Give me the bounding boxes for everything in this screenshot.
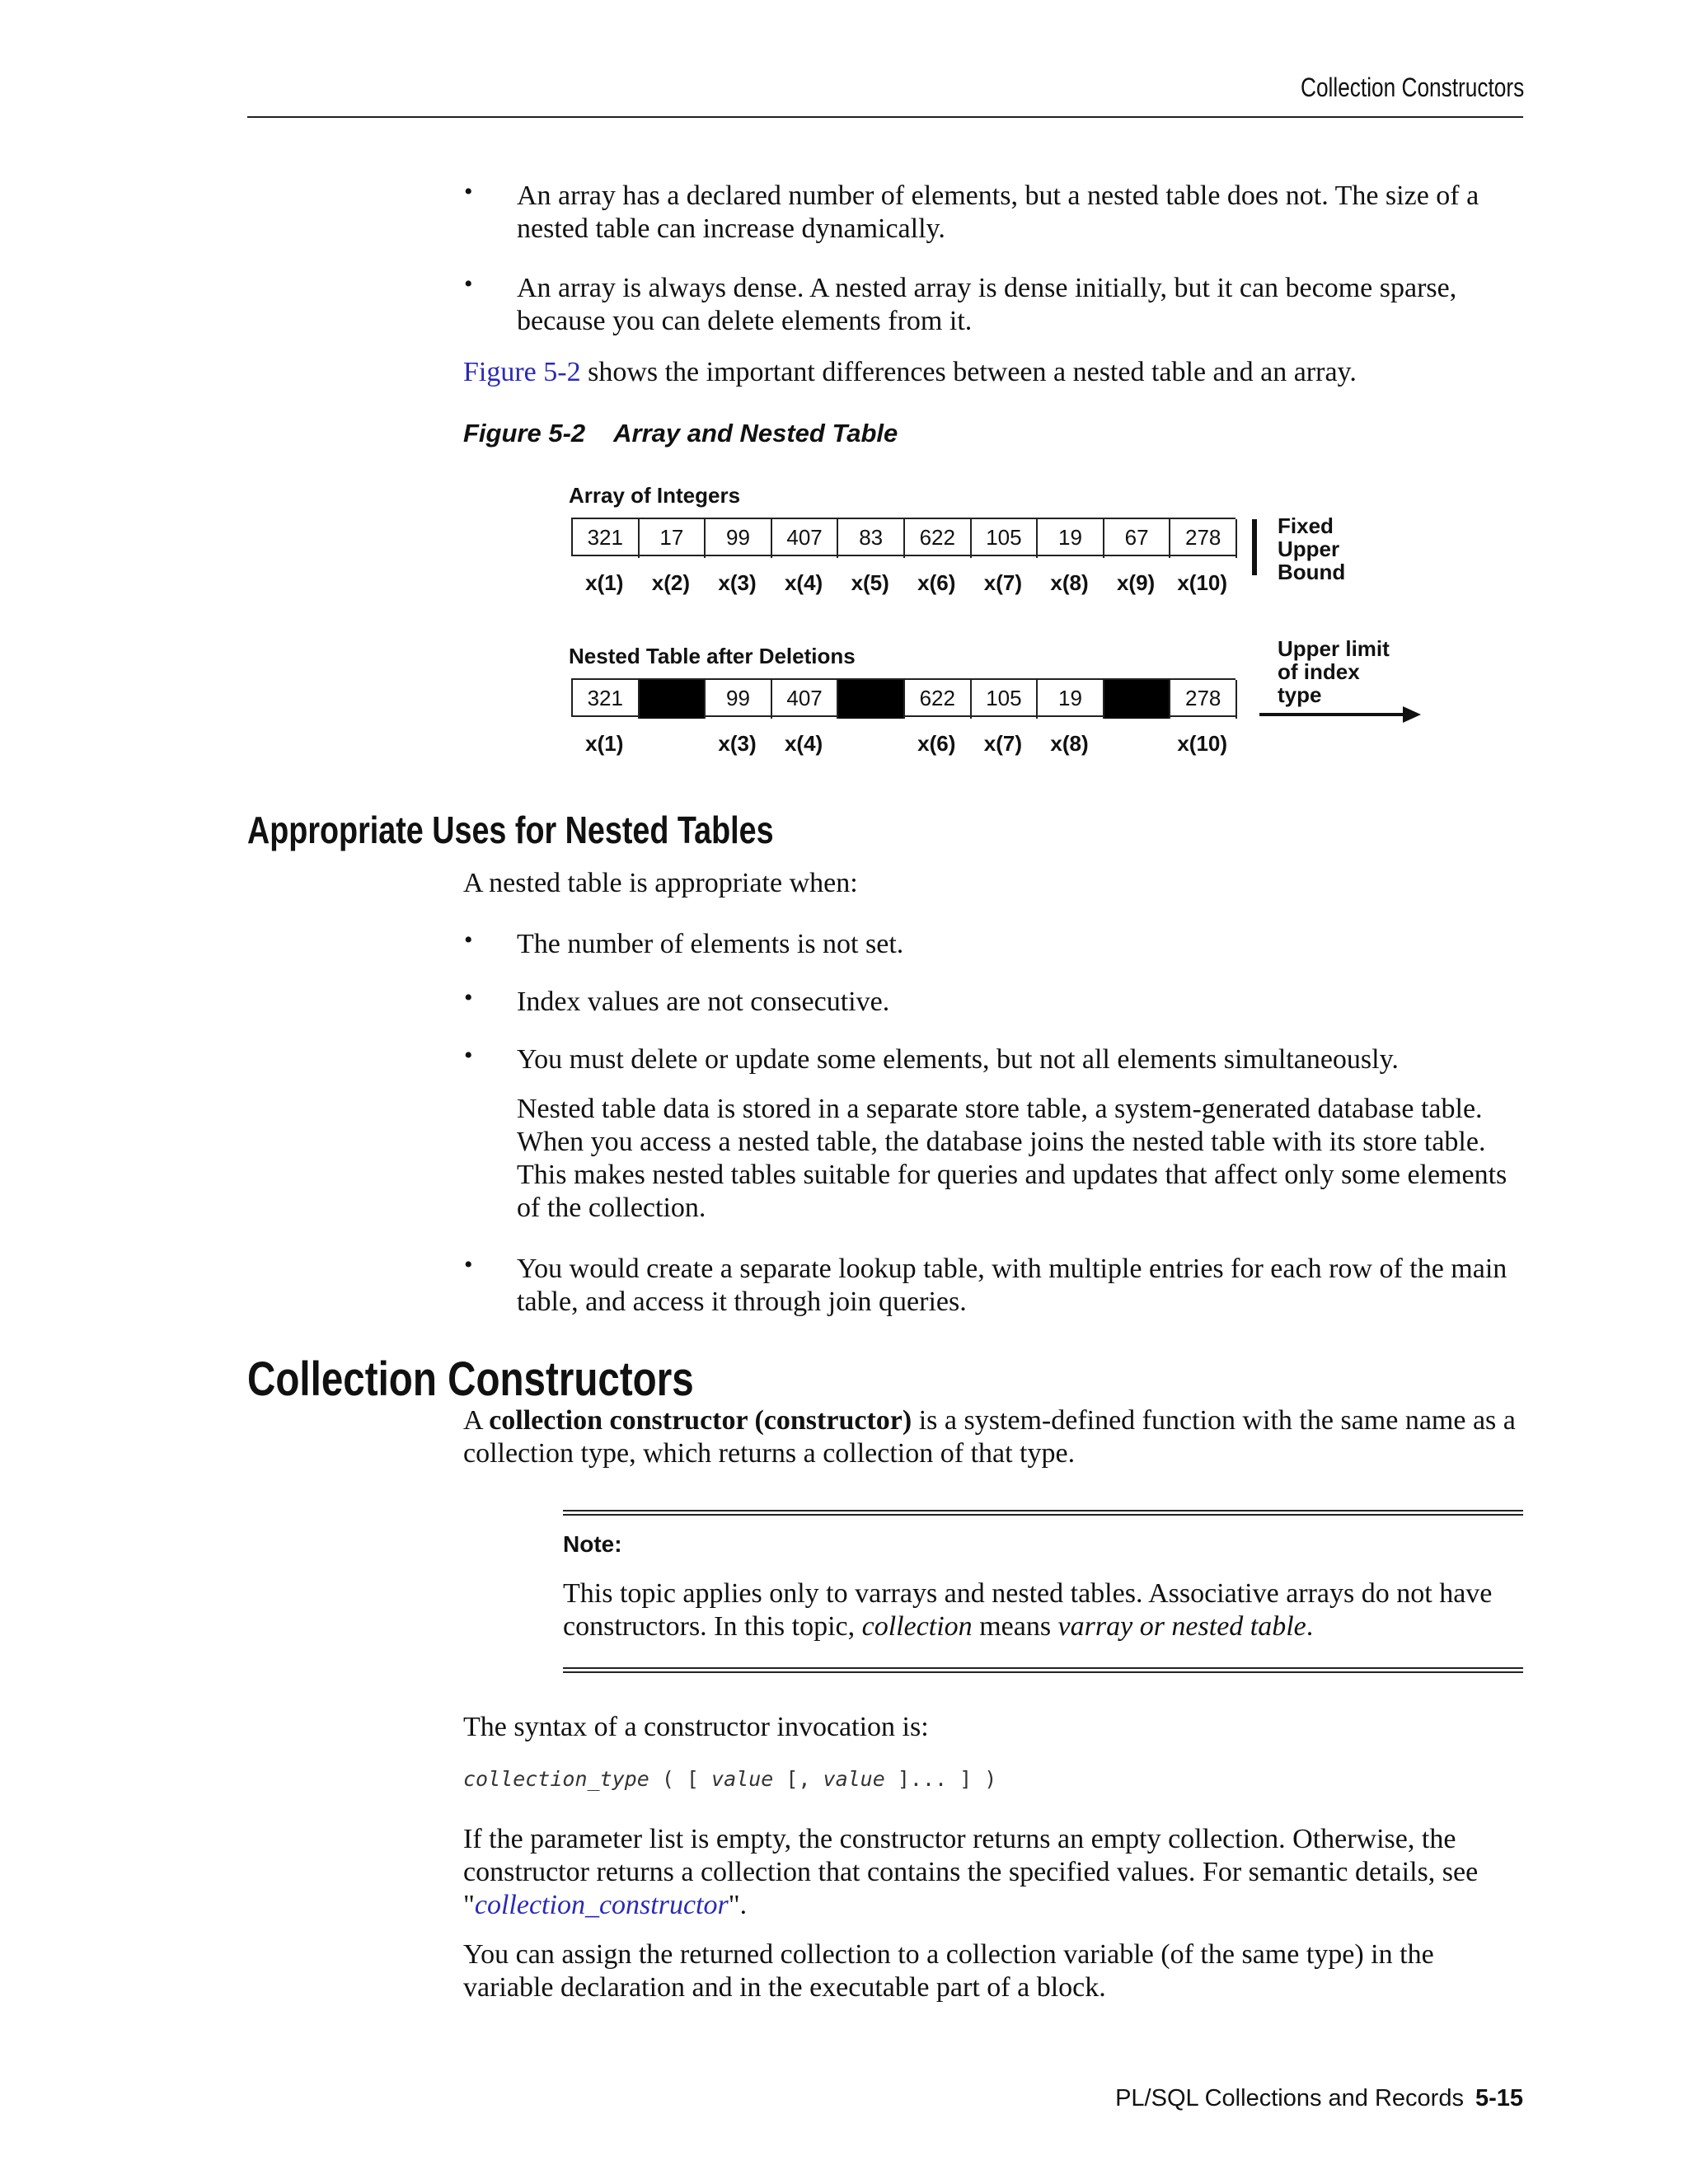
upper-limit-line: type: [1278, 682, 1322, 707]
index-label: x(3): [718, 570, 757, 595]
value-cell: 67: [1104, 519, 1171, 558]
value-cell: 622: [905, 680, 972, 719]
note-text: [563, 1577, 1523, 1643]
uses-intro: A nested table is appropriate when:: [463, 868, 858, 898]
intro-bullet-1: An array has a declared number of elements, but a nested table does not. The size of a nested table can increase dynamically.: [517, 180, 1479, 244]
page-footer: [1115, 2085, 1523, 2112]
index-label: x(8): [1050, 731, 1089, 756]
right-arrow-icon: [1258, 705, 1423, 724]
deleted-cell: [1104, 680, 1171, 719]
value-cell: 99: [706, 519, 772, 558]
def-text-b: is a system-defined function with the same name as a collection type, which returns a collection of that type.: [463, 1405, 1516, 1469]
value-cell: 17: [640, 519, 706, 558]
def-text-a: A: [463, 1405, 490, 1436]
upper-limit-line: of index: [1278, 659, 1360, 684]
note-italic-1: collection: [861, 1611, 973, 1642]
fixed-label-line: Upper: [1278, 537, 1340, 561]
value-cell: 105: [972, 680, 1039, 719]
bullet-icon: •: [464, 1042, 473, 1069]
footer-page-number: 5-15: [1475, 2085, 1523, 2111]
empty-list-paragraph: [463, 1823, 1526, 1922]
bullet-icon: •: [464, 270, 473, 298]
collection-constructor-link[interactable]: collection_constructor: [474, 1890, 729, 1920]
p3-text-a: If the parameter list is empty, the constructor returns an empty collection. Otherwise, the constructor returns a collection that contains the specified values. For semantic details, see ": [463, 1824, 1479, 1920]
figure-caption-title: Array and Nested Table: [613, 419, 898, 448]
value-cell: 105: [972, 519, 1039, 558]
note-top-rule: [563, 1510, 1523, 1516]
nested-table-label: Nested Table after Deletions: [569, 644, 856, 668]
note-text-a: This topic applies only to varrays and nested tables. Associative arrays do not have constructors. In this topic,: [563, 1578, 1493, 1642]
value-cell: 321: [573, 680, 640, 719]
index-label: x(7): [983, 570, 1023, 595]
value-cell: 407: [772, 680, 839, 719]
constructor-definition: [463, 1404, 1526, 1470]
uses-bullet-2: Index values are not consecutive.: [517, 987, 890, 1017]
syntax-intro: The syntax of a constructor invocation is:: [463, 1712, 929, 1742]
index-label: x(10): [1177, 731, 1228, 756]
bullet-icon: •: [464, 926, 473, 954]
note-text-b: means: [972, 1611, 1058, 1642]
note-text-c: .: [1306, 1611, 1314, 1642]
index-label: x(1): [585, 570, 624, 595]
value-cell: 19: [1038, 519, 1104, 558]
running-header: Collection Constructors: [1301, 73, 1525, 102]
code-punct: [,: [773, 1767, 823, 1791]
fixed-label-line: Bound: [1278, 560, 1346, 584]
deleted-cell: [640, 680, 706, 719]
header-rule: [247, 116, 1523, 118]
code-collection-type: collection_type: [463, 1767, 649, 1791]
uses-bullet-1: The number of elements is not set.: [517, 929, 904, 959]
intro-bullet-2: An array is always dense. A nested array is dense initially, but it can become sparse, because you can delete elements from it.: [517, 273, 1457, 336]
value-cell: 19: [1038, 680, 1104, 719]
value-cell: 321: [573, 519, 640, 558]
nested-table-row: [571, 678, 1236, 717]
figure-caption: [463, 419, 898, 448]
code-value: value: [823, 1767, 885, 1791]
index-label: x(9): [1116, 570, 1156, 595]
section-heading-collection-constructors: Collection Constructors: [247, 1352, 694, 1406]
def-term: collection constructor (constructor): [489, 1405, 912, 1436]
index-label: x(6): [917, 570, 956, 595]
deleted-cell: [838, 680, 905, 719]
index-label: x(5): [851, 570, 889, 595]
uses-bullet-3: You must delete or update some elements, but not all elements simultaneously.: [517, 1044, 1399, 1075]
note-italic-2: varray or nested table: [1057, 1611, 1306, 1642]
value-cell: 99: [706, 680, 772, 719]
figure-ref-text: shows the important differences between a nested table and an array.: [580, 357, 1357, 387]
assign-paragraph: You can assign the returned collection to a collection variable (of the same type) in the variable declaration and in the executable part of a block.: [463, 1939, 1434, 2003]
value-cell: 278: [1170, 519, 1237, 558]
footer-title: PL/SQL Collections and Records: [1115, 2085, 1464, 2111]
fixed-bound-bar: [1252, 519, 1257, 575]
bullet-icon: •: [464, 1251, 473, 1278]
uses-bullet-4: You would create a separate lookup table, with multiple entries for each row of the main table, and access it through join queries.: [517, 1254, 1507, 1317]
bullet-icon: •: [464, 178, 473, 205]
code-value: value: [711, 1767, 774, 1791]
index-label: x(4): [784, 731, 823, 756]
uses-bullet-3-detail: Nested table data is stored in a separate store table, a system-generated database table. When you access a nested table, the database joins the nested table with its store table. This makes nested tables suitable for queries and updates that affect only some elements of the collection.: [517, 1094, 1507, 1223]
p3-text-b: ".: [728, 1890, 748, 1920]
index-label: x(3): [718, 731, 757, 756]
code-punct: ( [: [649, 1767, 712, 1791]
index-label: x(6): [917, 731, 956, 756]
note-label: Note:: [563, 1531, 622, 1557]
upper-limit-line: Upper limit: [1278, 636, 1390, 661]
index-label: x(10): [1177, 570, 1228, 595]
fixed-label-line: Fixed: [1278, 513, 1334, 538]
array-label: Array of Integers: [569, 483, 741, 508]
index-label: x(7): [983, 731, 1023, 756]
syntax-code: [463, 1767, 996, 1791]
code-punct: ]... ] ): [884, 1767, 997, 1791]
bullet-icon: •: [464, 984, 473, 1011]
value-cell: 407: [772, 519, 839, 558]
index-label: x(8): [1050, 570, 1089, 595]
upper-limit-label: [1278, 637, 1390, 706]
note-bottom-rule: [563, 1667, 1523, 1673]
figure-5-2-link[interactable]: Figure 5-2: [463, 357, 581, 387]
index-label: x(2): [651, 570, 691, 595]
index-label: x(4): [784, 570, 823, 595]
figure-caption-number: Figure 5-2: [463, 419, 586, 448]
array-row: [571, 518, 1236, 556]
fixed-upper-bound-label: [1278, 514, 1345, 583]
value-cell: 622: [905, 519, 972, 558]
value-cell: 278: [1170, 680, 1237, 719]
index-label: x(1): [585, 731, 624, 756]
section-heading-appropriate-uses: Appropriate Uses for Nested Tables: [247, 808, 774, 851]
value-cell: 83: [838, 519, 905, 558]
figure-reference-paragraph: [463, 356, 1526, 389]
